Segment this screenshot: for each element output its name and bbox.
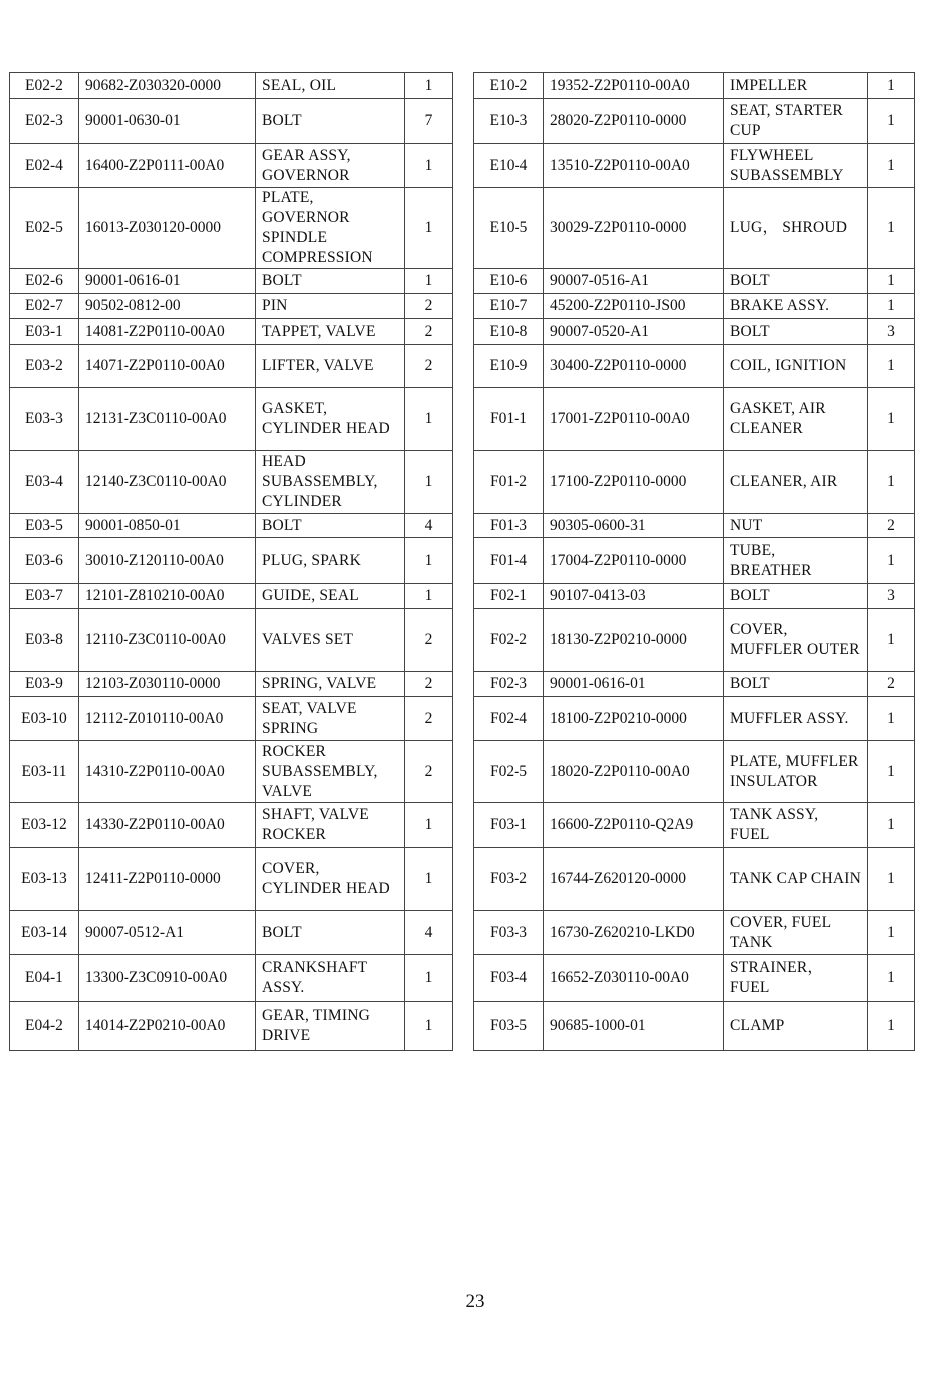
parts-table-right-body [474,73,915,1051]
description-cell: COVER, MUFFLER OUTER [724,609,868,672]
ref-number-cell: E03-14 [10,911,79,955]
part-number-cell: 16652-Z030110-00A0 [544,955,724,1002]
table-row [10,345,453,388]
page-number: 23 [465,1291,485,1312]
parts-table-left [9,72,453,1051]
table-row [474,584,915,609]
description-cell: BRAKE ASSY. [724,294,868,319]
ref-number-cell: F03-4 [474,955,544,1002]
quantity-cell: 1 [868,345,915,388]
part-number-cell: 30029-Z2P0110-0000 [544,188,724,269]
quantity-cell: 1 [868,388,915,451]
quantity-cell: 1 [405,955,453,1002]
quantity-cell: 1 [868,269,915,294]
description-cell: COVER, FUEL TANK [724,911,868,955]
part-number-cell: 16744-Z620120-0000 [544,848,724,911]
quantity-cell: 2 [405,741,453,803]
ref-number-cell: E10-6 [474,269,544,294]
parts-table-right [473,72,915,1051]
part-number-cell: 90007-0512-A1 [79,911,256,955]
part-number-cell: 12411-Z2P0110-0000 [79,848,256,911]
quantity-cell: 1 [868,538,915,584]
part-number-cell: 12112-Z010110-00A0 [79,697,256,741]
part-number-cell: 90502-0812-00 [79,294,256,319]
table-row [10,269,453,294]
part-number-cell: 13300-Z3C0910-00A0 [79,955,256,1002]
description-cell: PLATE, GOVERNOR SPINDLE COMPRESSION [256,188,405,269]
part-number-cell: 16730-Z620210-LKD0 [544,911,724,955]
quantity-cell: 1 [868,188,915,269]
ref-number-cell: E10-7 [474,294,544,319]
ref-number-cell: E03-9 [10,672,79,697]
ref-number-cell: E03-4 [10,451,79,514]
description-cell: BOLT [256,911,405,955]
quantity-cell: 2 [405,609,453,672]
description-cell: SEAT, STARTER CUP [724,99,868,144]
table-row [474,848,915,911]
description-cell: ROCKER SUBASSEMBLY, VALVE [256,741,405,803]
part-number-cell: 13510-Z2P0110-00A0 [544,144,724,188]
description-cell: BOLT [724,584,868,609]
description-cell: FLYWHEEL SUBASSEMBLY [724,144,868,188]
part-number-cell: 14310-Z2P0110-00A0 [79,741,256,803]
part-number-cell: 18020-Z2P0110-00A0 [544,741,724,803]
part-number-cell: 14330-Z2P0110-00A0 [79,803,256,848]
ref-number-cell: F03-3 [474,911,544,955]
table-row [474,955,915,1002]
description-cell: GEAR ASSY, GOVERNOR [256,144,405,188]
table-row [10,848,453,911]
quantity-cell: 1 [405,269,453,294]
ref-number-cell: F02-4 [474,697,544,741]
part-number-cell: 12101-Z810210-00A0 [79,584,256,609]
description-cell: BOLT [724,672,868,697]
table-row [10,741,453,803]
quantity-cell: 1 [405,73,453,99]
ref-number-cell: F02-3 [474,672,544,697]
description-cell: SEAL, OIL [256,73,405,99]
table-row [10,1002,453,1051]
part-number-cell: 16600-Z2P0110-Q2A9 [544,803,724,848]
part-number-cell: 30010-Z120110-00A0 [79,538,256,584]
quantity-cell: 1 [405,584,453,609]
quantity-cell: 1 [405,388,453,451]
ref-number-cell: F02-5 [474,741,544,803]
description-cell: SEAT, VALVE SPRING [256,697,405,741]
ref-number-cell: E03-2 [10,345,79,388]
description-cell: LUG， SHROUD [724,188,868,269]
description-cell: STRAINER， FUEL [724,955,868,1002]
description-cell: COIL, IGNITION [724,345,868,388]
description-cell: BOLT [256,269,405,294]
ref-number-cell: E02-6 [10,269,79,294]
part-number-cell: 12110-Z3C0110-00A0 [79,609,256,672]
table-row [474,1002,915,1051]
table-row [10,73,453,99]
ref-number-cell: F01-1 [474,388,544,451]
quantity-cell: 1 [868,848,915,911]
table-row [474,538,915,584]
description-cell: TANK ASSY, FUEL [724,803,868,848]
ref-number-cell: E02-4 [10,144,79,188]
ref-number-cell: F01-2 [474,451,544,514]
quantity-cell: 1 [405,803,453,848]
table-row [474,388,915,451]
table-row [10,803,453,848]
quantity-cell: 1 [405,848,453,911]
part-number-cell: 90007-0520-A1 [544,319,724,345]
description-cell: TUBE, BREATHER [724,538,868,584]
quantity-cell: 1 [405,538,453,584]
table-row [10,514,453,538]
quantity-cell: 3 [868,584,915,609]
ref-number-cell: E10-9 [474,345,544,388]
part-number-cell: 90685-1000-01 [544,1002,724,1051]
part-number-cell: 12140-Z3C0110-00A0 [79,451,256,514]
table-row [10,99,453,144]
table-row [10,697,453,741]
quantity-cell: 2 [405,294,453,319]
quantity-cell: 1 [868,99,915,144]
table-row [474,269,915,294]
quantity-cell: 2 [405,345,453,388]
quantity-cell: 2 [868,514,915,538]
description-cell: TAPPET, VALVE [256,319,405,345]
part-number-cell: 16400-Z2P0111-00A0 [79,144,256,188]
part-number-cell: 90001-0630-01 [79,99,256,144]
quantity-cell: 1 [868,73,915,99]
description-cell: CRANKSHAFT ASSY. [256,955,405,1002]
ref-number-cell: E03-13 [10,848,79,911]
ref-number-cell: E02-7 [10,294,79,319]
description-cell: LIFTER, VALVE [256,345,405,388]
ref-number-cell: E04-2 [10,1002,79,1051]
part-number-cell: 12103-Z030110-0000 [79,672,256,697]
table-row [10,319,453,345]
ref-number-cell: E03-1 [10,319,79,345]
description-cell: HEAD SUBASSEMBLY, CYLINDER [256,451,405,514]
part-number-cell: 28020-Z2P0110-0000 [544,99,724,144]
ref-number-cell: E03-8 [10,609,79,672]
description-cell: VALVES SET [256,609,405,672]
description-cell: IMPELLER [724,73,868,99]
quantity-cell: 1 [405,188,453,269]
part-number-cell: 90305-0600-31 [544,514,724,538]
ref-number-cell: F03-2 [474,848,544,911]
table-row [10,672,453,697]
table-row [10,144,453,188]
ref-number-cell: F02-1 [474,584,544,609]
description-cell: BOLT [724,269,868,294]
table-row [474,741,915,803]
table-row [10,955,453,1002]
ref-number-cell: F01-3 [474,514,544,538]
table-row [474,294,915,319]
description-cell: PLUG, SPARK [256,538,405,584]
quantity-cell: 4 [405,514,453,538]
quantity-cell: 1 [868,144,915,188]
table-row [474,144,915,188]
description-cell: GASKET, CYLINDER HEAD [256,388,405,451]
description-cell: GUIDE, SEAL [256,584,405,609]
ref-number-cell: E10-3 [474,99,544,144]
ref-number-cell: E03-11 [10,741,79,803]
table-row [474,911,915,955]
part-number-cell: 19352-Z2P0110-00A0 [544,73,724,99]
table-row [474,73,915,99]
part-number-cell: 90001-0616-01 [79,269,256,294]
part-number-cell: 17100-Z2P0110-0000 [544,451,724,514]
part-number-cell: 16013-Z030120-0000 [79,188,256,269]
description-cell: BOLT [724,319,868,345]
part-number-cell: 18130-Z2P0210-0000 [544,609,724,672]
description-cell: PIN [256,294,405,319]
table-row [10,911,453,955]
part-number-cell: 90001-0850-01 [79,514,256,538]
table-row [10,294,453,319]
table-row [10,451,453,514]
part-number-cell: 18100-Z2P0210-0000 [544,697,724,741]
ref-number-cell: E04-1 [10,955,79,1002]
ref-number-cell: E10-8 [474,319,544,345]
quantity-cell: 1 [868,697,915,741]
quantity-cell: 1 [868,741,915,803]
description-cell: SHAFT, VALVE ROCKER [256,803,405,848]
quantity-cell: 2 [868,672,915,697]
table-row [10,188,453,269]
table-row [474,514,915,538]
ref-number-cell: E02-3 [10,99,79,144]
ref-number-cell: F01-4 [474,538,544,584]
parts-table-left-body [10,73,453,1051]
quantity-cell: 2 [405,319,453,345]
quantity-cell: 1 [868,1002,915,1051]
description-cell: CLAMP [724,1002,868,1051]
description-cell: PLATE, MUFFLER INSULATOR [724,741,868,803]
table-row [474,319,915,345]
part-number-cell: 14081-Z2P0110-00A0 [79,319,256,345]
ref-number-cell: E02-5 [10,188,79,269]
description-cell: COVER, CYLINDER HEAD [256,848,405,911]
ref-number-cell: E10-2 [474,73,544,99]
part-number-cell: 30400-Z2P0110-0000 [544,345,724,388]
quantity-cell: 1 [405,451,453,514]
description-cell: TANK CAP CHAIN [724,848,868,911]
part-number-cell: 90007-0516-A1 [544,269,724,294]
quantity-cell: 1 [868,451,915,514]
quantity-cell: 1 [405,1002,453,1051]
ref-number-cell: E03-7 [10,584,79,609]
table-row [474,803,915,848]
description-cell: GASKET, AIR CLEANER [724,388,868,451]
table-row [474,609,915,672]
ref-number-cell: E03-6 [10,538,79,584]
quantity-cell: 3 [868,319,915,345]
table-row [474,99,915,144]
ref-number-cell: E10-4 [474,144,544,188]
quantity-cell: 4 [405,911,453,955]
part-number-cell: 90001-0616-01 [544,672,724,697]
part-number-cell: 90682-Z030320-0000 [79,73,256,99]
description-cell: MUFFLER ASSY. [724,697,868,741]
ref-number-cell: F03-5 [474,1002,544,1051]
table-row [10,609,453,672]
description-cell: BOLT [256,99,405,144]
quantity-cell: 2 [405,697,453,741]
quantity-cell: 2 [405,672,453,697]
table-row [10,584,453,609]
ref-number-cell: E03-3 [10,388,79,451]
table-row [10,538,453,584]
quantity-cell: 1 [405,144,453,188]
ref-number-cell: E03-5 [10,514,79,538]
part-number-cell: 14071-Z2P0110-00A0 [79,345,256,388]
description-cell: GEAR, TIMING DRIVE [256,1002,405,1051]
part-number-cell: 12131-Z3C0110-00A0 [79,388,256,451]
part-number-cell: 14014-Z2P0210-00A0 [79,1002,256,1051]
ref-number-cell: F02-2 [474,609,544,672]
table-row [10,388,453,451]
description-cell: NUT [724,514,868,538]
quantity-cell: 1 [868,955,915,1002]
part-number-cell: 90107-0413-03 [544,584,724,609]
ref-number-cell: E10-5 [474,188,544,269]
part-number-cell: 17004-Z2P0110-0000 [544,538,724,584]
part-number-cell: 45200-Z2P0110-JS00 [544,294,724,319]
description-cell: BOLT [256,514,405,538]
table-row [474,345,915,388]
ref-number-cell: F03-1 [474,803,544,848]
description-cell: SPRING, VALVE [256,672,405,697]
description-cell: CLEANER, AIR [724,451,868,514]
quantity-cell: 1 [868,803,915,848]
quantity-cell: 1 [868,609,915,672]
ref-number-cell: E03-12 [10,803,79,848]
ref-number-cell: E02-2 [10,73,79,99]
table-row [474,697,915,741]
ref-number-cell: E03-10 [10,697,79,741]
part-number-cell: 17001-Z2P0110-00A0 [544,388,724,451]
quantity-cell: 1 [868,294,915,319]
table-row [474,188,915,269]
table-row [474,451,915,514]
table-row [474,672,915,697]
quantity-cell: 1 [868,911,915,955]
quantity-cell: 7 [405,99,453,144]
